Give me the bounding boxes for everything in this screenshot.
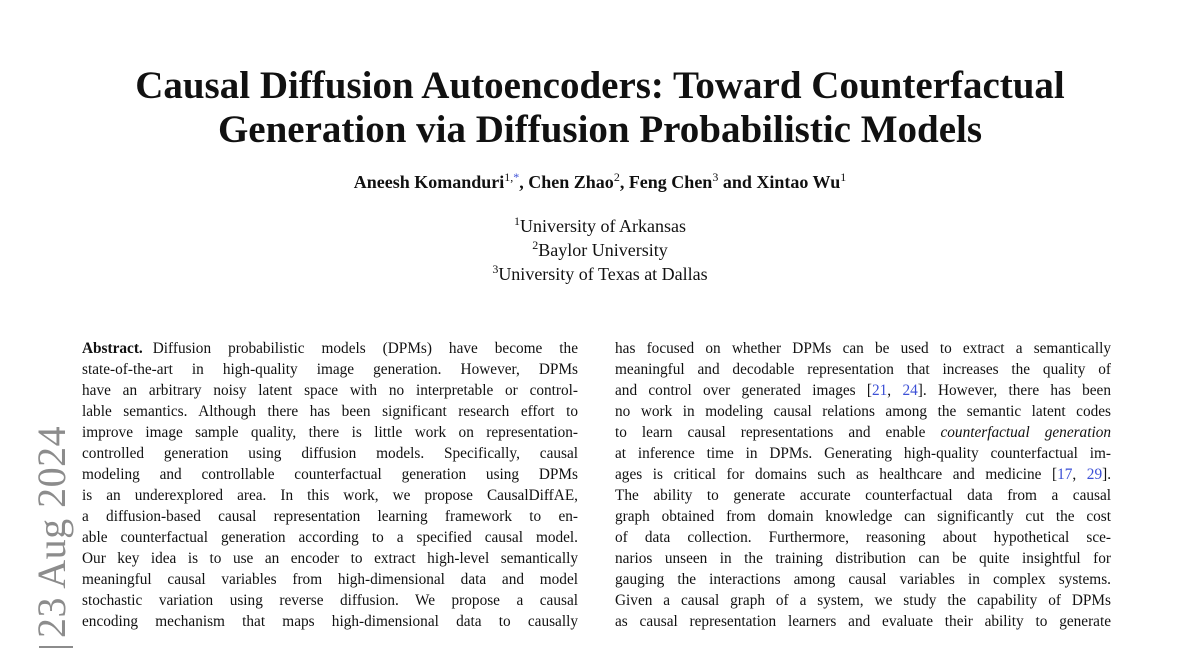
citation-link[interactable]: 21 bbox=[872, 382, 888, 399]
body-line: to learn causal representations and enable counterfactual generation bbox=[615, 424, 1112, 441]
author-affil-sup: 1,* bbox=[504, 170, 520, 184]
affiliation-item: $^1$University of Arkansas bbox=[514, 214, 686, 236]
abstract-line: lable semantics. Although there has been significant research effort to bbox=[82, 403, 578, 420]
body-line: meaningful and decodable representation that increases the quality of bbox=[615, 361, 1111, 378]
body-line: The ability to generate accurate counterfactual data from a causal bbox=[615, 487, 1111, 504]
body-column bbox=[615, 338, 1111, 632]
author-affil-sup: 3 bbox=[712, 170, 719, 184]
abstract-label: Abstract. bbox=[82, 340, 143, 357]
author-affil-sup: 1 bbox=[840, 170, 847, 184]
body-line: at inference time in DPMs. Generating high-quality counterfactual im- bbox=[615, 445, 1111, 462]
body-line: of data collection. Furthermore, reasoning about hypothetical sce- bbox=[615, 529, 1111, 546]
affiliation-item: $^3$University of Texas at Dallas bbox=[492, 262, 708, 284]
abstract-line: have an arbitrary noisy latent space with no interpretable or control- bbox=[82, 382, 578, 399]
abstract-line: state-of-the-art in high-quality image generation. However, DPMs bbox=[82, 361, 578, 378]
citation-link[interactable]: 17 bbox=[1057, 466, 1073, 483]
author-name: Aneesh Komanduri bbox=[353, 172, 505, 192]
body-line: no work in modeling causal relations among the semantic latent codes bbox=[615, 403, 1111, 420]
stamp-text: 23 Aug 2024 bbox=[29, 425, 74, 638]
body-line: gauging the interactions among causal variables in complex systems. bbox=[615, 571, 1111, 588]
abstract-line: meaningful causal variables from high-dimensional data and model bbox=[82, 571, 578, 588]
abstract-line: modeling and controllable counterfactual generation using DPMs bbox=[82, 466, 578, 483]
title-line-1: Causal Diffusion Autoencoders: Toward Counterfactual bbox=[135, 64, 1065, 107]
abstract-line: Abstract. Diffusion probabilistic models (DPMs) have become the bbox=[82, 340, 578, 357]
emphasis-text: counterfactual generation bbox=[940, 424, 1112, 441]
body-line: Given a causal graph of a system, we study the capability of DPMs bbox=[615, 592, 1111, 609]
abstract-line: Our key idea is to use an encoder to extract high-level semantically bbox=[82, 550, 578, 567]
arxiv-date-stamp bbox=[28, 388, 76, 648]
abstract-line: stochastic variation using reverse diffusion. We propose a causal bbox=[82, 592, 578, 609]
title-line-2: Generation via Diffusion Probabilistic Models bbox=[217, 108, 983, 151]
abstract-line: improve image sample quality, there is little work on representation- bbox=[82, 424, 578, 441]
abstract-line: a diffusion-based causal representation learning framework to en- bbox=[82, 508, 578, 525]
body-line: ages is critical for domains such as healthcare and medicine [17, 29]. bbox=[615, 466, 1112, 483]
affiliation-item: $^2$Baylor University bbox=[532, 238, 668, 260]
body-line: graph obtained from domain knowledge can significantly cut the cost bbox=[615, 508, 1111, 525]
author-name: Feng Chen bbox=[628, 172, 713, 192]
author-name: Xintao Wu bbox=[756, 172, 841, 192]
citation-link[interactable]: 24 bbox=[902, 382, 918, 399]
abstract-line: is an underexplored area. In this work, we propose CausalDiffAE, bbox=[82, 487, 578, 504]
abstract-line: able counterfactual generation according to a specified causal model. bbox=[82, 529, 578, 546]
body-line: as causal representation learners and evaluate their ability to generate bbox=[615, 613, 1111, 630]
author-affil-sup: 2 bbox=[613, 170, 620, 184]
abstract-line: controlled generation using diffusion models. Specifically, causal bbox=[82, 445, 578, 462]
body-line: has focused on whether DPMs can be used to extract a semantically bbox=[615, 340, 1111, 357]
citation-link[interactable]: 29 bbox=[1086, 466, 1103, 483]
body-line: and control over generated images [21, 24]. However, there has been bbox=[615, 382, 1111, 399]
abstract-line: encoding mechanism that maps high-dimensional data to causally bbox=[82, 613, 578, 630]
affiliation-list bbox=[60, 214, 1140, 286]
paper-title bbox=[60, 64, 1140, 152]
author-name: Chen Zhao bbox=[528, 172, 614, 192]
corresponding-author-mark[interactable]: * bbox=[513, 170, 520, 184]
author-list: Aneesh Komanduri$^{1,*}$, Chen Zhao$^2$, Feng Chen$^3$ and Xintao Wu$^1$ bbox=[353, 170, 847, 192]
body-line: narios unseen in the training distribution can be quite insightful for bbox=[615, 550, 1111, 567]
abstract-column bbox=[82, 338, 578, 632]
